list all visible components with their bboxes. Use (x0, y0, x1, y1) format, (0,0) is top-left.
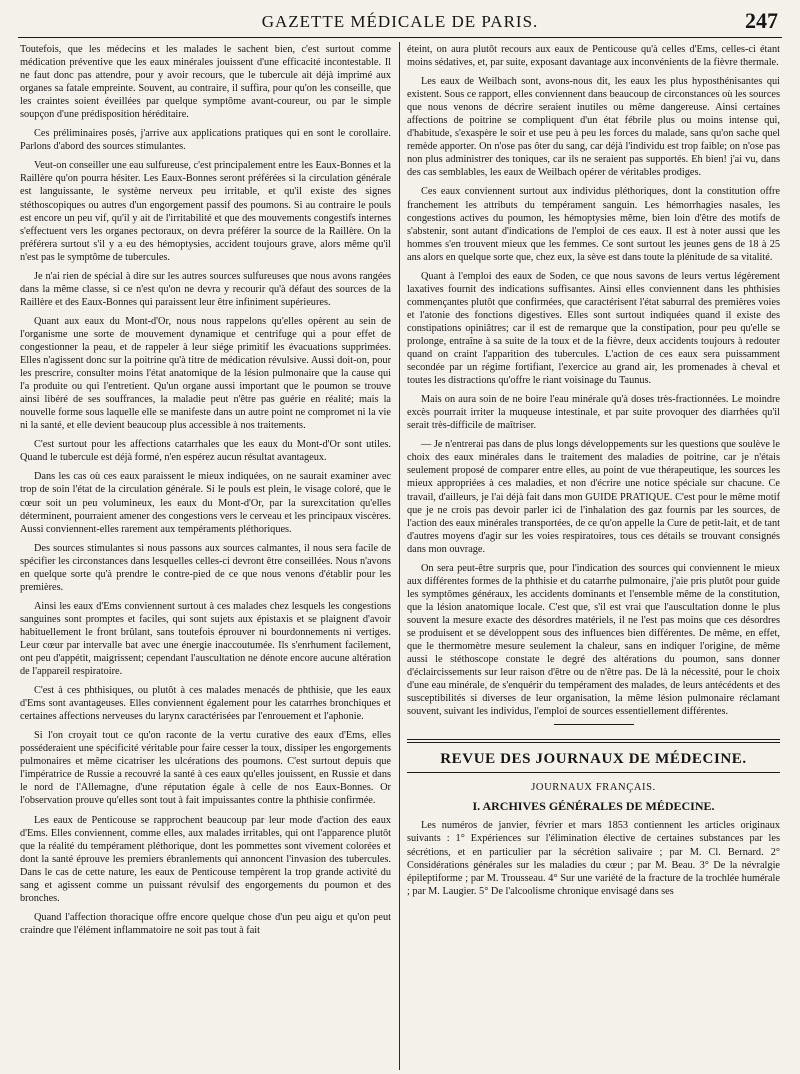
review-paragraph: Les numéros de janvier, février et mars 1853 contiennent les articles originaux suivants : 1° Expériences sur l'élimination élective de certaines substances par les sécrétions, et en particulier par la sécrétion salivaire ; par M. Cl. Bernard. 2° Considérations générales sur les maladies du cœur ; par M. Beau. 3° De la névralgie épileptiforme ; par M. Trousseau. 4° Sur une variété de la fracture de la trochlée humérale ; par M. Laugier. 5° De l'alcoolisme chronique envisagé dans ses (407, 820, 780, 897)
header-rule (18, 37, 782, 38)
section-gap (407, 725, 780, 739)
paragraph: Ainsi les eaux d'Ems conviennent surtout à ces malades chez lesquels les congestions sanguines sont promptes et faciles, qui sont sujets aux épistaxis et se plaignent d'avoir habituellement le front brûlant, sans toutefois éprouver ni bourdonnements ni vertiges. Leur cœur par intervalle bat avec une énergie inaccoutumée. Ils s'enrhument facilement, ont peu d'appétit, maigrissent; cependant l'auscultation ne dénote encore aucune altération de l'appareil respiratoire. (20, 600, 391, 678)
journal-title: GAZETTE MÉDICALE DE PARIS. (261, 12, 539, 31)
paragraph: Ces eaux conviennent surtout aux individus pléthoriques, dont la constitution offre franchement les attributs du tempérament sanguin. Les hémorrhagies nasales, les congestions actives du poumon, les hémoptysies même, bien loin d'être des motifs de s'abstenir, sont autant d'indications de l'emploi de ces eaux. Il est à noter aussi que les hommes s'en trouvent mieux que les femmes. Ce sont surtout les jeunes gens de 18 à 25 ans alors en quelque sorte que, chez eux, la sève est dans toute la plénitude de sa vitalité. (407, 186, 780, 263)
paragraph: C'est surtout pour les affections catarrhales que les eaux du Mont-d'Or sont utiles. Quand le tubercule est déjà formé, n'en espérez aucun résultat avantageux. (20, 439, 391, 464)
paragraph: Ces préliminaires posés, j'arrive aux applications pratiques qui en sont le corollaire. Parlons d'abord des sources stimulantes. (20, 128, 391, 153)
page-header (18, 8, 782, 36)
right-column (407, 43, 780, 1069)
paragraph: Quant à l'emploi des eaux de Soden, ce que nous savons de leurs vertus légèrement laxatives fournit des indications suffisantes. Ainsi elles conviennent dans les phthisies commençantes plutôt que confirmées, que caractérisent l'état saburral des premières voies et l'atonie des fonctions digestives. Elles sont surtout indiquées quand il existe des constipations opiniâtres; car il est de remarque que la constipation, pour peu qu'elle se prolonge, entraîne à sa suite de la toux et de la fièvre, deux accidents toujours à redouter quand on craint l'apparition des tubercules. L'action de ces eaux sera puissamment secondée par un régime fortifiant, l'exercice au grand air, les promenades à cheval et toutes les distractions qu'offre le riant voisinage du Taunus. (407, 270, 780, 387)
page-number: 247 (745, 8, 778, 33)
paragraph: Les eaux de Penticouse se rapprochent beaucoup par leur mode d'action des eaux d'Ems. Elles conviennent, comme elles, aux malades irritables, qui ont l'apparence plutôt que la réalité du tempérament pléthorique, dont les pommettes sont vivement colorées et dont la santé éprouve les premiers ébranlements qui annoncent l'invasion des tubercules. Dans le cas de cette nature, les eaux de Penticouse tempèrent la trop grande activité du sang et agissent comme un puissant révulsif des engorgements du poumon et des bronches. (20, 814, 391, 904)
review-section (407, 739, 780, 897)
review-title: REVUE DES JOURNAUX DE MÉDECINE. (440, 751, 747, 768)
paragraph: Si l'on croyait tout ce qu'on raconte de la vertu curative des eaux d'Ems, elles posséderaient une spécificité véritable pour faire cesser la toux, dissiper les engorgements pulmonaires et même cicatriser les ulcérations des poumons. C'est surtout depuis que l'impératrice de Russie a recouvré la santé à ces eaux qu'elles jouissent, en Russie et dans le nord de l'Allemagne, d'une réputation égale à celle de nos Eaux-Bonnes. Or l'observation prouve qu'elles sont tout à fait impuissantes contre la phthisie confirmée. (20, 730, 391, 807)
review-section-title: I. ARCHIVES GÉNÉRALES DE MÉDECINE. (472, 799, 715, 814)
paragraph: éteint, on aura plutôt recours aux eaux de Penticouse qu'à celles d'Ems, celles-ci étant moins sédatives, et, par suite, exposant davantage aux inconvénients de la fièvre thermale. (407, 44, 780, 69)
paragraph: — Je n'entrerai pas dans de plus longs développements sur les questions que soulève le choix des eaux minérales dans le traitement des maladies de poitrine, car je n'étais seulement proposé de comparer entre elles, au point de vue thérapeutique, les sources les mieux appropriées à ces maladies, et non d'écrire une notice spéciale sur chacune. Ce travail, d'ailleurs, je l'ai déjà fait dans mon GUIDE PRATIQUE. C'est pour le même motif que je ne crois pas devoir parler ici de l'inhalation des gaz fournis par les sources, de l'action des eaux minérales transportées, de ce qu'on appelle la Cure de petit-lait, et de tant d'autres moyens d'agir sur les voies respiratoires, tous ces détails se trouvant consignés dans mon ouvrage. (407, 439, 780, 555)
paragraph: On sera peut-être surpris que, pour l'indication des sources qui conviennent le mieux aux différentes formes de la phthisie et du catarrhe pulmonaire, j'aie pris plutôt pour guide les symptômes généraux, les accidents dominants et l'ensemble même de la constitution, que la lésion anatomique locale. C'est que, s'il est vrai que l'auscultation donne le plus souvent la mesure exacte des désordres matériels, il ne l'est pas moins que ces désordres se produisent et se développent sous des influences bien différentes. De même, en effet, que le thermomètre mesure seulement la chaleur, sans en indiquer l'origine, de même aussi le stéthoscope constate le degré des altérations du poumon, sans donner d'éclaircissements sur leur raison d'être ou de n'être pas. De là la nécessité, pour le choix d'une eau minérale, de s'enquérir du tempérament des malades, de leurs antécédents et des susceptibilités si diverses de leur organisation, la même lésion pulmonaire réclamant souvent, suivant les individus, l'emploi de sources essentiellement différentes. (407, 562, 780, 718)
paragraph: Dans les cas où ces eaux paraissent le mieux indiquées, on ne saurait examiner avec trop de soin l'état de la circulation générale. Si le pouls est plein, le visage coloré, que le cœur soit un peu volumineux, les eaux du Mont-d'Or, par la surexcitation qu'elles déterminent, pourraient amener des congestions vers le cerveau et les principaux viscères. Aussi conviennent-elles rarement aux tempéraments pléthoriques. (20, 471, 391, 535)
paragraph: Quant aux eaux du Mont-d'Or, nous nous rappelons qu'elles opèrent au sein de l'organisme une sorte de mouvement dynamique et centrifuge qui a pour effet de congestionner la peau, et de rappeler à leur siége primitif les évacuations supprimées. Elles n'agissent donc sur la poitrine qu'à titre de médication révulsive. Aussi doit-on, pour les prescrire, consulter moins l'état anatomique de la lésion pulmonaire que la cause qui l'a produite ou qui l'entretient. Qu'un organe aussi important que le poumon se trouve ainsi libéré de ses souffrances, la maladie peut n'être pas guérie en réalité; mais la nouvelle forme sous laquelle elle se manifeste dans un autre point ne compromet ni la vie ni la santé, et elle devient beaucoup plus accessible à nos traitements. (20, 315, 391, 432)
left-column (20, 43, 391, 1069)
paragraph: Quand l'affection thoracique offre encore quelque chose d'un peu aigu et qu'on peut craindre que l'élément inflammatoire ne soit pas tout à fait (20, 911, 391, 936)
review-subtitle: JOURNAUX FRANÇAIS. (531, 782, 656, 794)
paragraph: Les eaux de Weilbach sont, avons-nous dit, les eaux les plus hyposthénisantes qui existent. Sous ce rapport, elles conviennent dans beaucoup de circonstances où les sources que nous venons de décrire seraient inutiles ou même dangereuse. Ainsi certaines affections de poitrine se compliquent d'un état fébrile plus ou moins intense qui, d'habitude, s'exaspère le soir et use peu à peu les forces du malade, sans qu'on sache quel remède apporter. On n'ose pas ôter du sang, car déjà l'individu est trop faible; on n'ose pas non plus administrer des toniques, car ils ne seraient pas supportés. Eh bien! j'ai vu, dans des cas semblables, les eaux de Weilbach opérer de véritables prodiges. (407, 76, 780, 179)
paragraph: Je n'ai rien de spécial à dire sur les autres sources sulfureuses que nous avons rangées dans la même classe, si ce n'est qu'on ne devra y recourir qu'à défaut des sources de la Raillère et des Eaux-Bonnes qui paraissent leur être infiniment supérieures. (20, 270, 391, 308)
review-rule-bottom (407, 772, 780, 773)
paragraph: Des sources stimulantes si nous passons aux sources calmantes, il nous sera facile de spécifier les circonstances dans lesquelles celles-ci devront être conseillées. Nous n'avons en quelque sorte qu'à prendre le contre-pied de ce que nous venons d'établir pour les premières. (20, 542, 391, 593)
review-rule-top (407, 739, 780, 740)
paragraph: C'est à ces phthisiques, ou plutôt à ces malades menacés de phthisie, que les eaux d'Ems sont avantageuses. Elles conviennent également pour les catarrhes bronchiques et certaines affections nerveuses du larynx caractérisées par l'enrouement et l'aphonie. (20, 685, 391, 723)
paragraph: Veut-on conseiller une eau sulfureuse, c'est principalement entre les Eaux-Bonnes et la Raillère qu'on pourra hésiter. Les Eaux-Bonnes seront préférées si la circulation générale est languissante, le système nerveux peu irritable, et qu'il existe des signes stéthoscopiques ou autres d'un engorgement passif des poumons. Si au contraire le pouls est encore un peu vif, qu'il y ait de l'irritabilité et que des mouvements congestifs internes s'effectuent vers les organes pectoraux, on devra préférer la source de la Raillère. On la préférera surtout s'il y a eu des hémoptysies, accident toujours grave, alors même qu'il n'est pas le symptôme de tubercules. (20, 160, 391, 263)
review-rule-top-thin (407, 742, 780, 743)
paragraph: Mais on aura soin de ne boire l'eau minérale qu'à doses très-fractionnées. Le moindre excès pourrait irriter la muqueuse intestinale, et par suite provoquer des diarrhées qu'il serait très-difficile de maîtriser. (407, 394, 780, 432)
column-divider (399, 42, 400, 1070)
paragraph: Toutefois, que les médecins et les malades le sachent bien, c'est surtout comme médication préventive que les eaux minérales jouissent d'une efficacité incontestable. Il ne faut donc pas attendre, pour y avoir recours, que le tubercule ait déjà imprimé aux organes sa fatale empreinte. Souvent, au contraire, il suffira, pour qu'on les conseille, que les craintes soient éveillées par quelque symptôme avant-coureur, ou par le simple soupçon d'une prédisposition héréditaire. (20, 44, 391, 121)
